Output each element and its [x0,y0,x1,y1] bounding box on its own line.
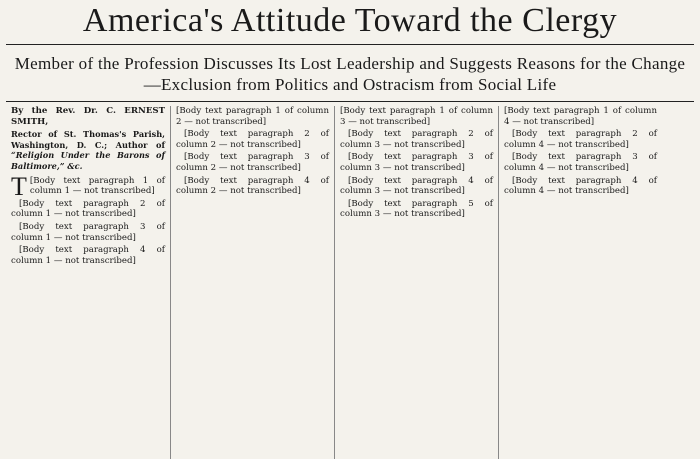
headline: America's Attitude Toward the Clergy [82,2,618,39]
paragraph: [Body text paragraph 2 of column 2 — not transcribed] [176,129,329,150]
paragraph: [Body text paragraph 4 of column 4 — not transcribed] [504,175,657,197]
column-2 [170,106,334,459]
byline-affiliation-parish: Rector of St. Thomas's Parish, Washington, D. C.; Author of [11,129,165,150]
paragraph-text: [Body text paragraph 1 of column 1 — not transcribed] [29,175,165,197]
paragraph: [Body text paragraph 1 of column 2 — not transcribed] [176,106,329,127]
paragraph: [Body text paragraph 2 of column 1 — not transcribed] [11,198,165,220]
column-3 [334,106,498,459]
article-columns [6,106,694,459]
dropcap: T [11,171,27,201]
column-4 [498,106,662,459]
paragraph: [Body text paragraph 1 of column 3 — not transcribed] [340,106,493,127]
paragraph: [Body text paragraph 2 of column 3 — not transcribed] [340,129,493,150]
paragraph: [Body text paragraph 2 of column 4 — not transcribed] [504,129,657,150]
deck: Member of the Profession Discusses Its Lost Leadership and Suggests Reasons for the Change—Exclusion from Politics and Ostracism from Social Life [14,54,686,94]
paragraph: [Body text paragraph 5 of column 3 — not transcribed] [340,198,493,220]
byline: By the Rev. Dr. C. ERNEST SMITH, [11,106,165,127]
paragraph: [Body text paragraph 3 of column 1 — not transcribed] [11,221,165,243]
paragraph: [Body text paragraph 3 of column 4 — not transcribed] [504,152,657,173]
headline-rule [6,44,694,45]
paragraph [11,171,165,201]
byline-affiliation [11,129,165,171]
paragraph: [Body text paragraph 1 of column 4 — not transcribed] [504,106,657,127]
column-1 [6,106,170,459]
deck-rule [6,101,694,102]
paragraph: [Body text paragraph 4 of column 1 — not transcribed] [11,245,165,266]
paragraph: [Body text paragraph 4 of column 2 — not transcribed] [176,175,329,197]
paragraph: [Body text paragraph 3 of column 3 — not transcribed] [340,152,493,173]
byline-affiliation-book: “Religion Under the Barons of Baltimore,” &c. [11,150,165,171]
paragraph: [Body text paragraph 4 of column 3 — not transcribed] [340,175,493,197]
paragraph: [Body text paragraph 3 of column 2 — not transcribed] [176,152,329,173]
